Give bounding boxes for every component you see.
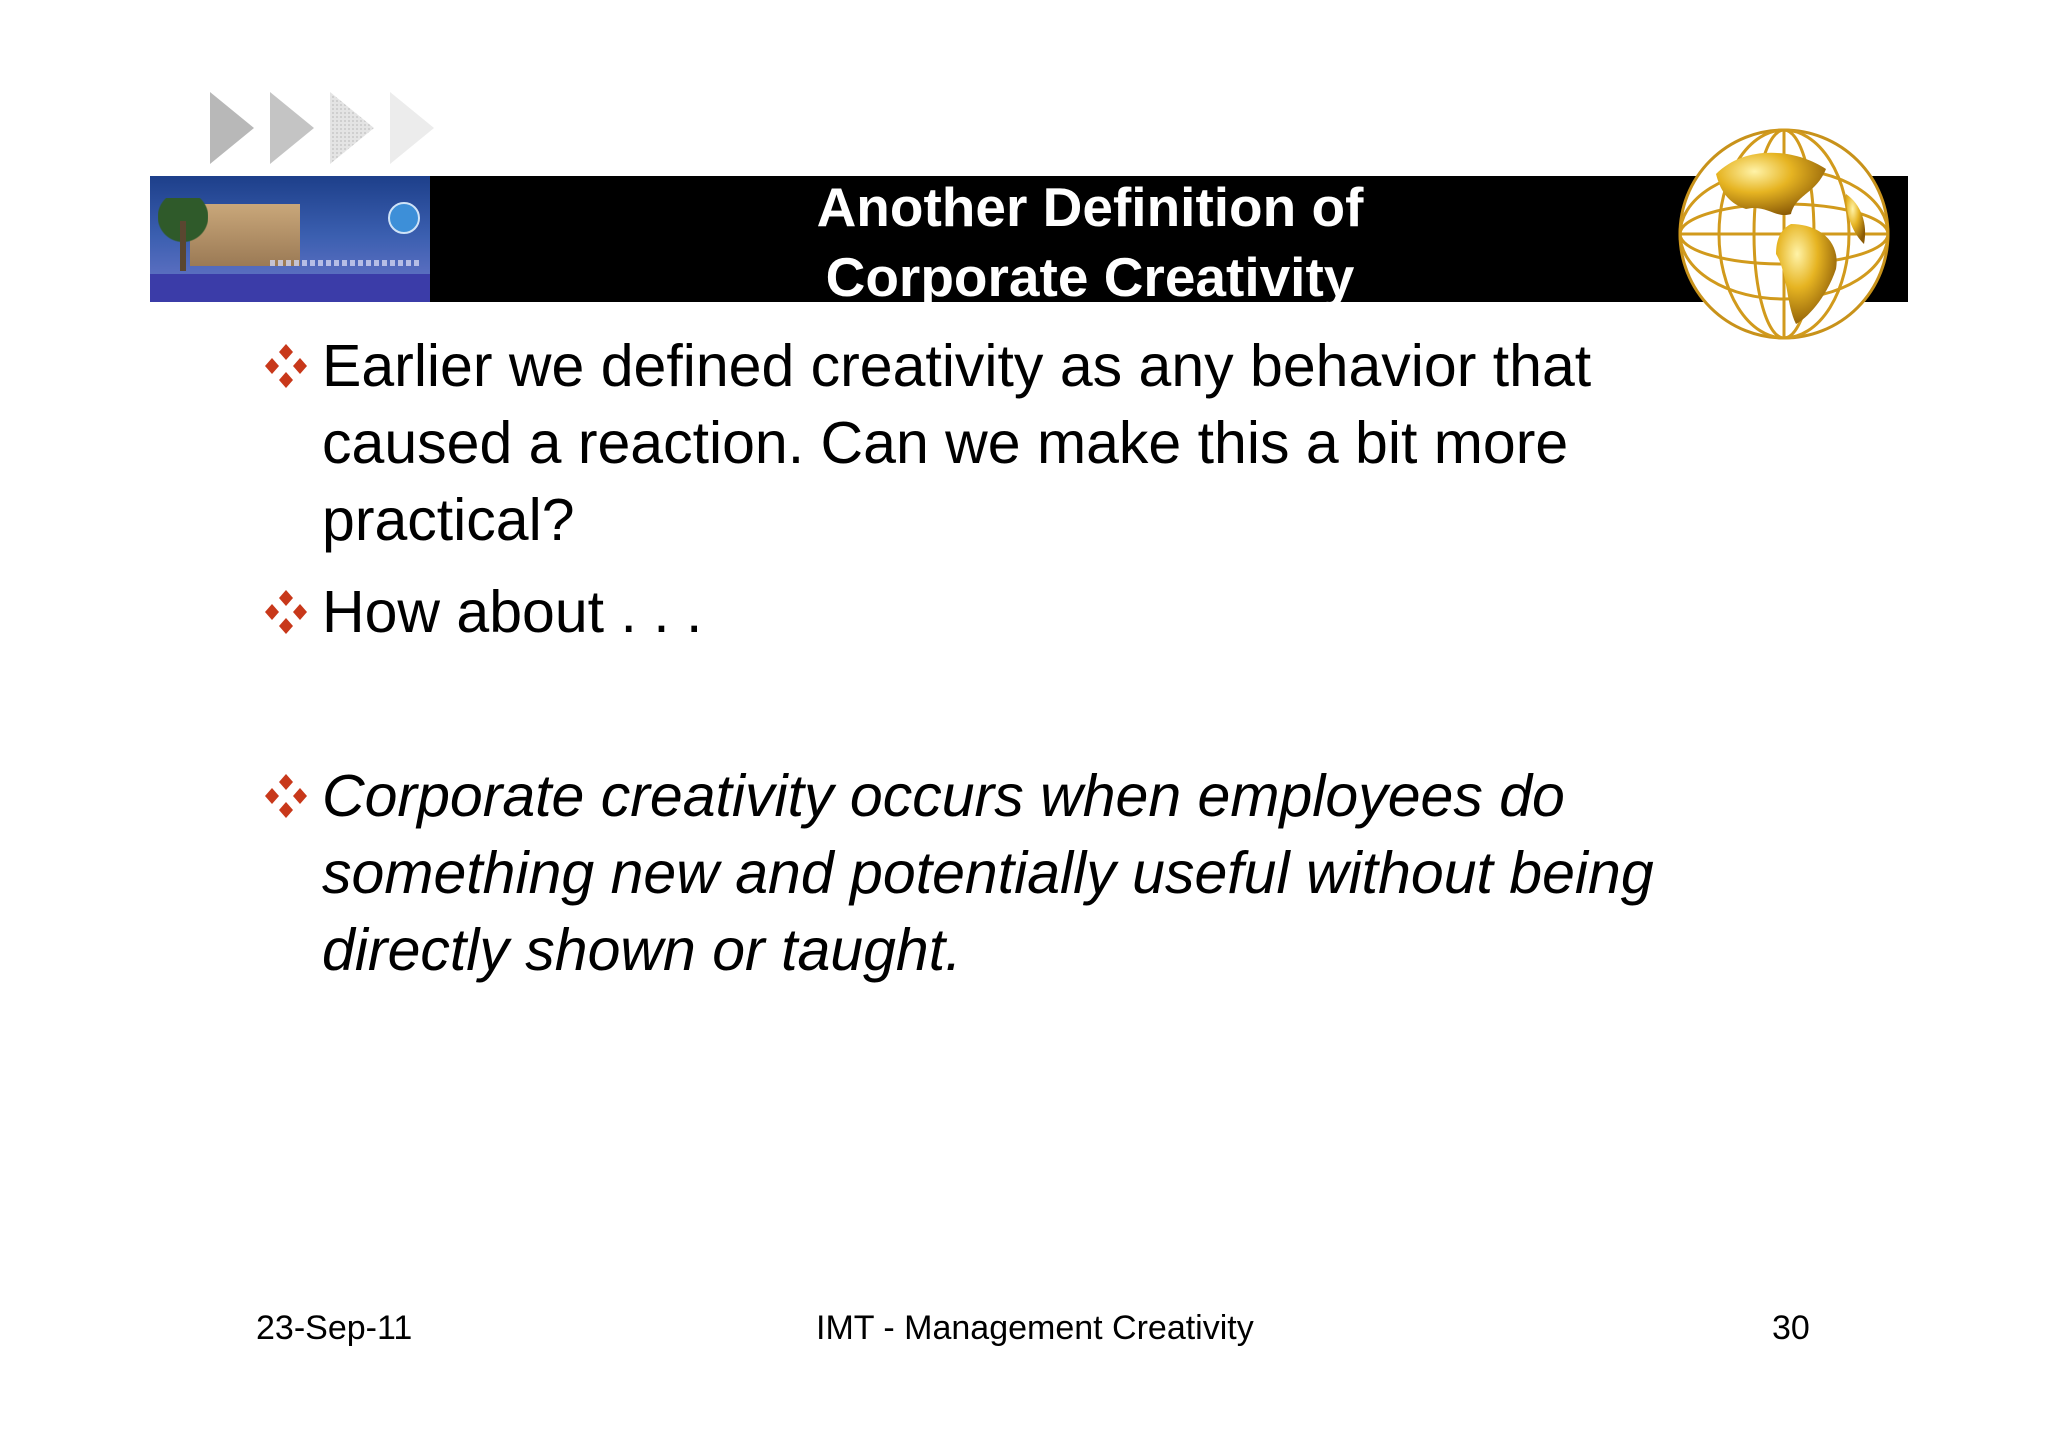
diamond-cluster-icon <box>262 342 310 390</box>
emblem-icon <box>388 202 420 234</box>
bullet-text-emphasis: Corporate creativity occurs when employees do something new and potentially useful without being directly shown or taught. <box>322 763 1654 983</box>
footer-center-text: IMT - Management Creativity <box>816 1309 1254 1347</box>
slide-title: Another Definition of Corporate Creativity <box>816 176 1364 308</box>
bullet-text: How about . . . <box>322 579 703 645</box>
footer-date: 23-Sep-11 <box>256 1309 413 1347</box>
bullet-text: Earlier we defined creativity as any behavior that caused a reaction. Can we make this a bit more practical? <box>322 333 1592 553</box>
institute-logo <box>150 176 430 302</box>
page-number: 30 <box>1772 1309 1810 1347</box>
diamond-cluster-icon <box>262 772 310 820</box>
globe-icon <box>1676 124 1892 344</box>
diamond-cluster-icon <box>262 588 310 636</box>
play-arrows-icon <box>208 88 438 168</box>
